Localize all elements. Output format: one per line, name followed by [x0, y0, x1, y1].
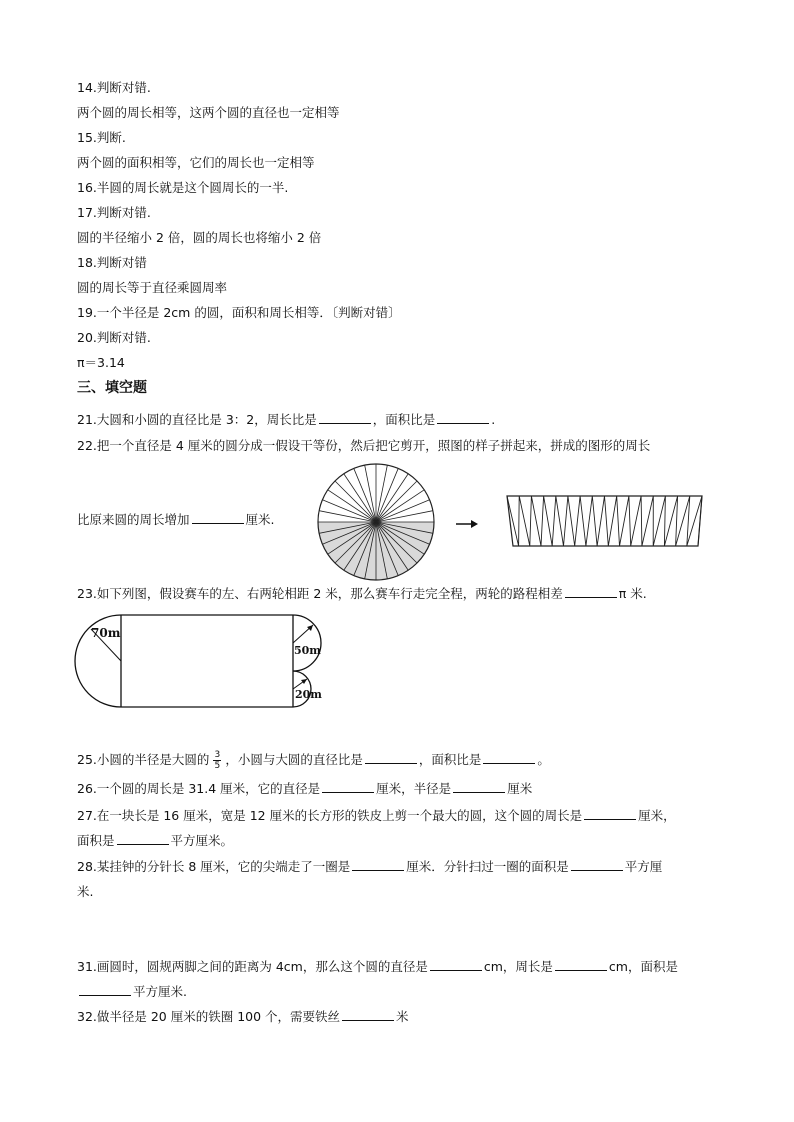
section-heading: 三、填空题 — [77, 380, 147, 396]
q22-text-b: 比原来圆的周长增加 — [77, 512, 190, 527]
q31-line2 — [77, 983, 187, 1001]
q20-text: π＝3.14 — [77, 355, 125, 370]
q15-title: 15.判断. — [77, 130, 126, 145]
q17-title: 17.判断对错. — [77, 205, 151, 220]
q28-text-a: 28.某挂钟的分针长 8 厘米，它的尖端走了一圈是 — [77, 859, 351, 874]
q28-line1 — [77, 858, 662, 876]
q25-text-a: 25.小圆的半径是大圆的 — [77, 752, 210, 767]
fraction-denominator: 5 — [214, 761, 221, 771]
q22-line1: 22.把一个直径是 4 厘米的圆分成一假设干等份，然后把它剪开，照图的样子拼起来，拼成的图形的周长 — [77, 438, 651, 453]
answer-blank[interactable] — [322, 780, 374, 793]
answer-blank[interactable] — [483, 751, 535, 764]
q25-text-c: ，面积比是 — [418, 752, 482, 767]
q20-title: 20.判断对错. — [77, 330, 151, 345]
answer-blank[interactable] — [352, 858, 404, 871]
q21 — [77, 411, 495, 429]
q22-text-c: 厘米. — [245, 512, 275, 527]
sector-circle-figure — [316, 462, 436, 582]
q27-text-c: 面积是 — [77, 833, 115, 848]
track-label-70: 70m — [91, 626, 121, 640]
q26 — [77, 780, 532, 798]
fraction-numerator: 3 — [214, 750, 221, 760]
q28-text-b: 厘米．分针扫过一圈的面积是 — [406, 859, 569, 874]
q27-line1 — [77, 807, 676, 825]
arrow-icon — [456, 519, 480, 529]
answer-blank[interactable] — [571, 858, 623, 871]
q28-line2: 米. — [77, 884, 94, 899]
q14-text: 两个圆的周长相等，这两个圆的直径也一定相等 — [77, 105, 340, 120]
q23-text-a: 23.如下列图，假设赛车的左、右两轮相距 2 米，那么赛车行走完全程，两轮的路程相差 — [77, 586, 563, 601]
q31-text-c: cm，面积是 — [608, 959, 678, 974]
q27-text-b: 厘米， — [638, 808, 676, 823]
q31-text-a: 31.画圆时，圆规两脚之间的距离为 4cm，那么这个圆的直径是 — [77, 959, 428, 974]
q31-line1 — [77, 958, 678, 976]
q14-title: 14.判断对错. — [77, 80, 151, 95]
race-track-figure — [75, 612, 335, 712]
answer-blank[interactable] — [565, 585, 617, 598]
q32-text-b: 米 — [396, 1009, 409, 1024]
q15-text: 两个圆的面积相等，它们的周长也一定相等 — [77, 155, 315, 170]
q18-text: 圆的周长等于直径乘圆周率 — [77, 280, 228, 295]
q27-text-a: 27.在一块长是 16 厘米，宽是 12 厘米的长方形的铁皮上剪一个最大的圆，这个圆的周长是 — [77, 808, 583, 823]
q21-text-c: . — [491, 412, 496, 427]
q25-text-b: ，小圆与大圆的直径比是 — [225, 752, 363, 767]
track-label-20: 20m — [295, 688, 322, 701]
q22-line2 — [77, 511, 275, 529]
q23-line — [77, 585, 647, 603]
q27-line2 — [77, 832, 233, 850]
q26-text-a: 26.一个圆的周长是 31.4 厘米，它的直径是 — [77, 781, 321, 796]
q21-text-b: ，面积比是 — [372, 412, 436, 427]
q31-text-d: 平方厘米. — [133, 984, 187, 999]
q32-text-a: 32.做半径是 20 厘米的铁圈 100 个，需要铁丝 — [77, 1009, 341, 1024]
q19-text: 19.一个半径是 2cm 的圆，面积和周长相等．〔判断对错〕 — [77, 305, 401, 320]
q17-text: 圆的半径缩小 2 倍，圆的周长也将缩小 2 倍 — [77, 230, 322, 245]
q31-text-b: cm，周长是 — [483, 959, 553, 974]
q26-text-b: 厘米，半径是 — [376, 781, 452, 796]
answer-blank[interactable] — [79, 983, 131, 996]
q27-text-d: 平方厘米。 — [170, 833, 234, 848]
q21-text-a: 21.大圆和小圆的直径比是 3：2，周长比是 — [77, 412, 317, 427]
q25-text-d: 。 — [537, 752, 550, 767]
answer-blank[interactable] — [117, 832, 169, 845]
answer-blank[interactable] — [430, 958, 482, 971]
q28-text-c: 平方厘 — [624, 859, 663, 874]
q23-text-b: π 米. — [618, 586, 647, 601]
fraction — [213, 750, 221, 771]
q18-title: 18.判断对错 — [77, 255, 147, 270]
answer-blank[interactable] — [555, 958, 607, 971]
answer-blank[interactable] — [584, 807, 636, 820]
answer-blank[interactable] — [319, 411, 371, 424]
answer-blank[interactable] — [437, 411, 489, 424]
answer-blank[interactable] — [365, 751, 417, 764]
q16-text: 16.半圆的周长就是这个圆周长的一半. — [77, 180, 289, 195]
rearranged-shape-figure — [505, 494, 705, 549]
q32 — [77, 1008, 409, 1026]
answer-blank[interactable] — [342, 1008, 394, 1021]
answer-blank[interactable] — [453, 780, 505, 793]
q25 — [77, 750, 550, 771]
answer-blank[interactable] — [192, 511, 244, 524]
track-label-50: 50m — [294, 644, 321, 657]
q26-text-c: 厘米 — [507, 781, 533, 796]
